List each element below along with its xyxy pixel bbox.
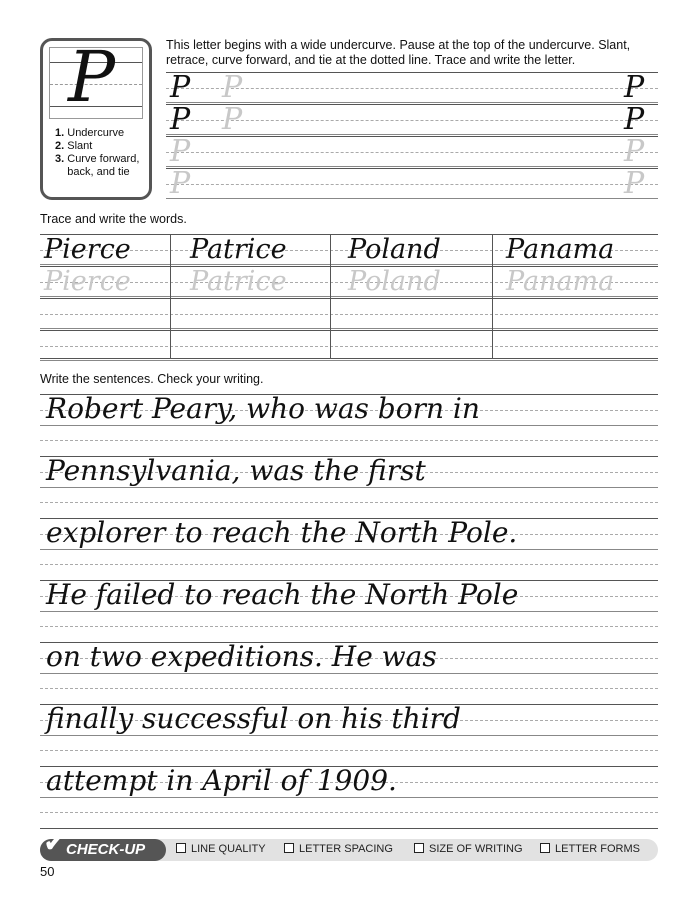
trace-word: Patrice — [190, 266, 287, 297]
column-divider — [492, 234, 493, 358]
ruled-base-line — [40, 549, 658, 550]
trace-letter: P — [222, 102, 243, 137]
ruled-descender-line — [40, 688, 658, 689]
letter-model-card — [40, 38, 152, 200]
checkbox-icon[interactable] — [284, 843, 294, 853]
model-word: Poland — [348, 234, 441, 265]
letter-instructions: This letter begins with a wide undercurve. Pause at the top of the undercurve. Slant, retrace, curve forward, and tie at the dotted line. Trace and write the letter. — [166, 38, 631, 67]
practice-letter: P — [170, 134, 191, 169]
practice-letter: P — [624, 134, 645, 169]
column-divider — [330, 234, 331, 358]
checkup-label: CHECK-UP — [66, 841, 146, 858]
trace-word: Pierce — [44, 266, 131, 297]
ruled-mid-line — [166, 184, 658, 185]
sentence-line: on two expeditions. He was — [46, 640, 437, 673]
trace-word: Poland — [348, 266, 441, 297]
practice-letter: P — [170, 166, 191, 201]
ruled-base-line — [40, 425, 658, 426]
trace-word: Panama — [506, 266, 615, 297]
model-word: Patrice — [190, 234, 287, 265]
checkbox-icon[interactable] — [540, 843, 550, 853]
ruled-base-line — [40, 797, 658, 798]
ruled-descender-line — [40, 564, 658, 565]
sentence-line: Robert Peary, who was born in — [46, 392, 480, 425]
ruled-bottom-line — [40, 358, 658, 359]
words-heading: Trace and write the words. — [40, 212, 187, 226]
sentence-line: finally successful on his third — [46, 702, 461, 735]
ruled-mid-line — [40, 346, 658, 347]
model-letter: P — [68, 36, 116, 118]
checkbox-icon[interactable] — [176, 843, 186, 853]
ruled-descender-line — [40, 812, 658, 813]
ruled-mid-line — [40, 314, 658, 315]
step-item: 2. Slant — [55, 140, 93, 152]
checkup-bar — [40, 830, 658, 861]
ruled-top-line — [166, 136, 658, 137]
ruled-base-line — [40, 328, 658, 329]
ruled-base-line — [166, 198, 658, 199]
ruled-descender-line — [40, 750, 658, 751]
sentence-line: explorer to reach the North Pole. — [46, 516, 518, 549]
criterion-letter-forms[interactable]: LETTER FORMS — [540, 843, 640, 855]
stroke-steps — [55, 127, 145, 179]
ruled-base-line — [40, 673, 658, 674]
ruled-base-line — [40, 487, 658, 488]
model-word: Pierce — [44, 234, 131, 265]
step-item: 3. Curve forward, back, and tie — [55, 153, 140, 178]
ruled-base-line — [40, 360, 658, 361]
checkup-badge — [40, 830, 166, 861]
ruled-top-line — [166, 168, 658, 169]
criterion-line-quality[interactable]: LINE QUALITY — [176, 843, 266, 855]
ruled-descender-line — [40, 440, 658, 441]
ruled-mid-line — [166, 152, 658, 153]
sentence-line: Pennsylvania, was the first — [46, 454, 426, 487]
letter-model-box — [49, 36, 143, 119]
ruled-base-line — [40, 611, 658, 612]
ruled-top-line — [40, 330, 658, 331]
ruled-descender-line — [40, 502, 658, 503]
practice-letter: P — [170, 102, 191, 137]
step-item: 1. Undercurve — [55, 127, 125, 139]
criterion-letter-spacing[interactable]: LETTER SPACING — [284, 843, 393, 855]
page-number: 50 — [40, 864, 55, 879]
sentence-line: He failed to reach the North Pole — [46, 578, 519, 611]
practice-letter: P — [624, 102, 645, 137]
criterion-size-of-writing[interactable]: SIZE OF WRITING — [414, 843, 523, 855]
ruled-base-line — [40, 735, 658, 736]
ruled-bottom-line — [40, 828, 658, 829]
column-divider — [170, 234, 171, 358]
practice-letter: P — [624, 70, 645, 105]
ruled-base-line — [166, 166, 658, 167]
model-word: Panama — [506, 234, 615, 265]
trace-letter: P — [222, 70, 243, 105]
checkmark-icon: ✔ — [44, 830, 65, 857]
ruled-descender-line — [40, 626, 658, 627]
checkbox-icon[interactable] — [414, 843, 424, 853]
ruled-top-line — [40, 298, 658, 299]
practice-letter: P — [624, 166, 645, 201]
sentences-heading: Write the sentences. Check your writing. — [40, 372, 264, 386]
practice-letter: P — [170, 70, 191, 105]
sentence-line: attempt in April of 1909. — [46, 764, 397, 797]
